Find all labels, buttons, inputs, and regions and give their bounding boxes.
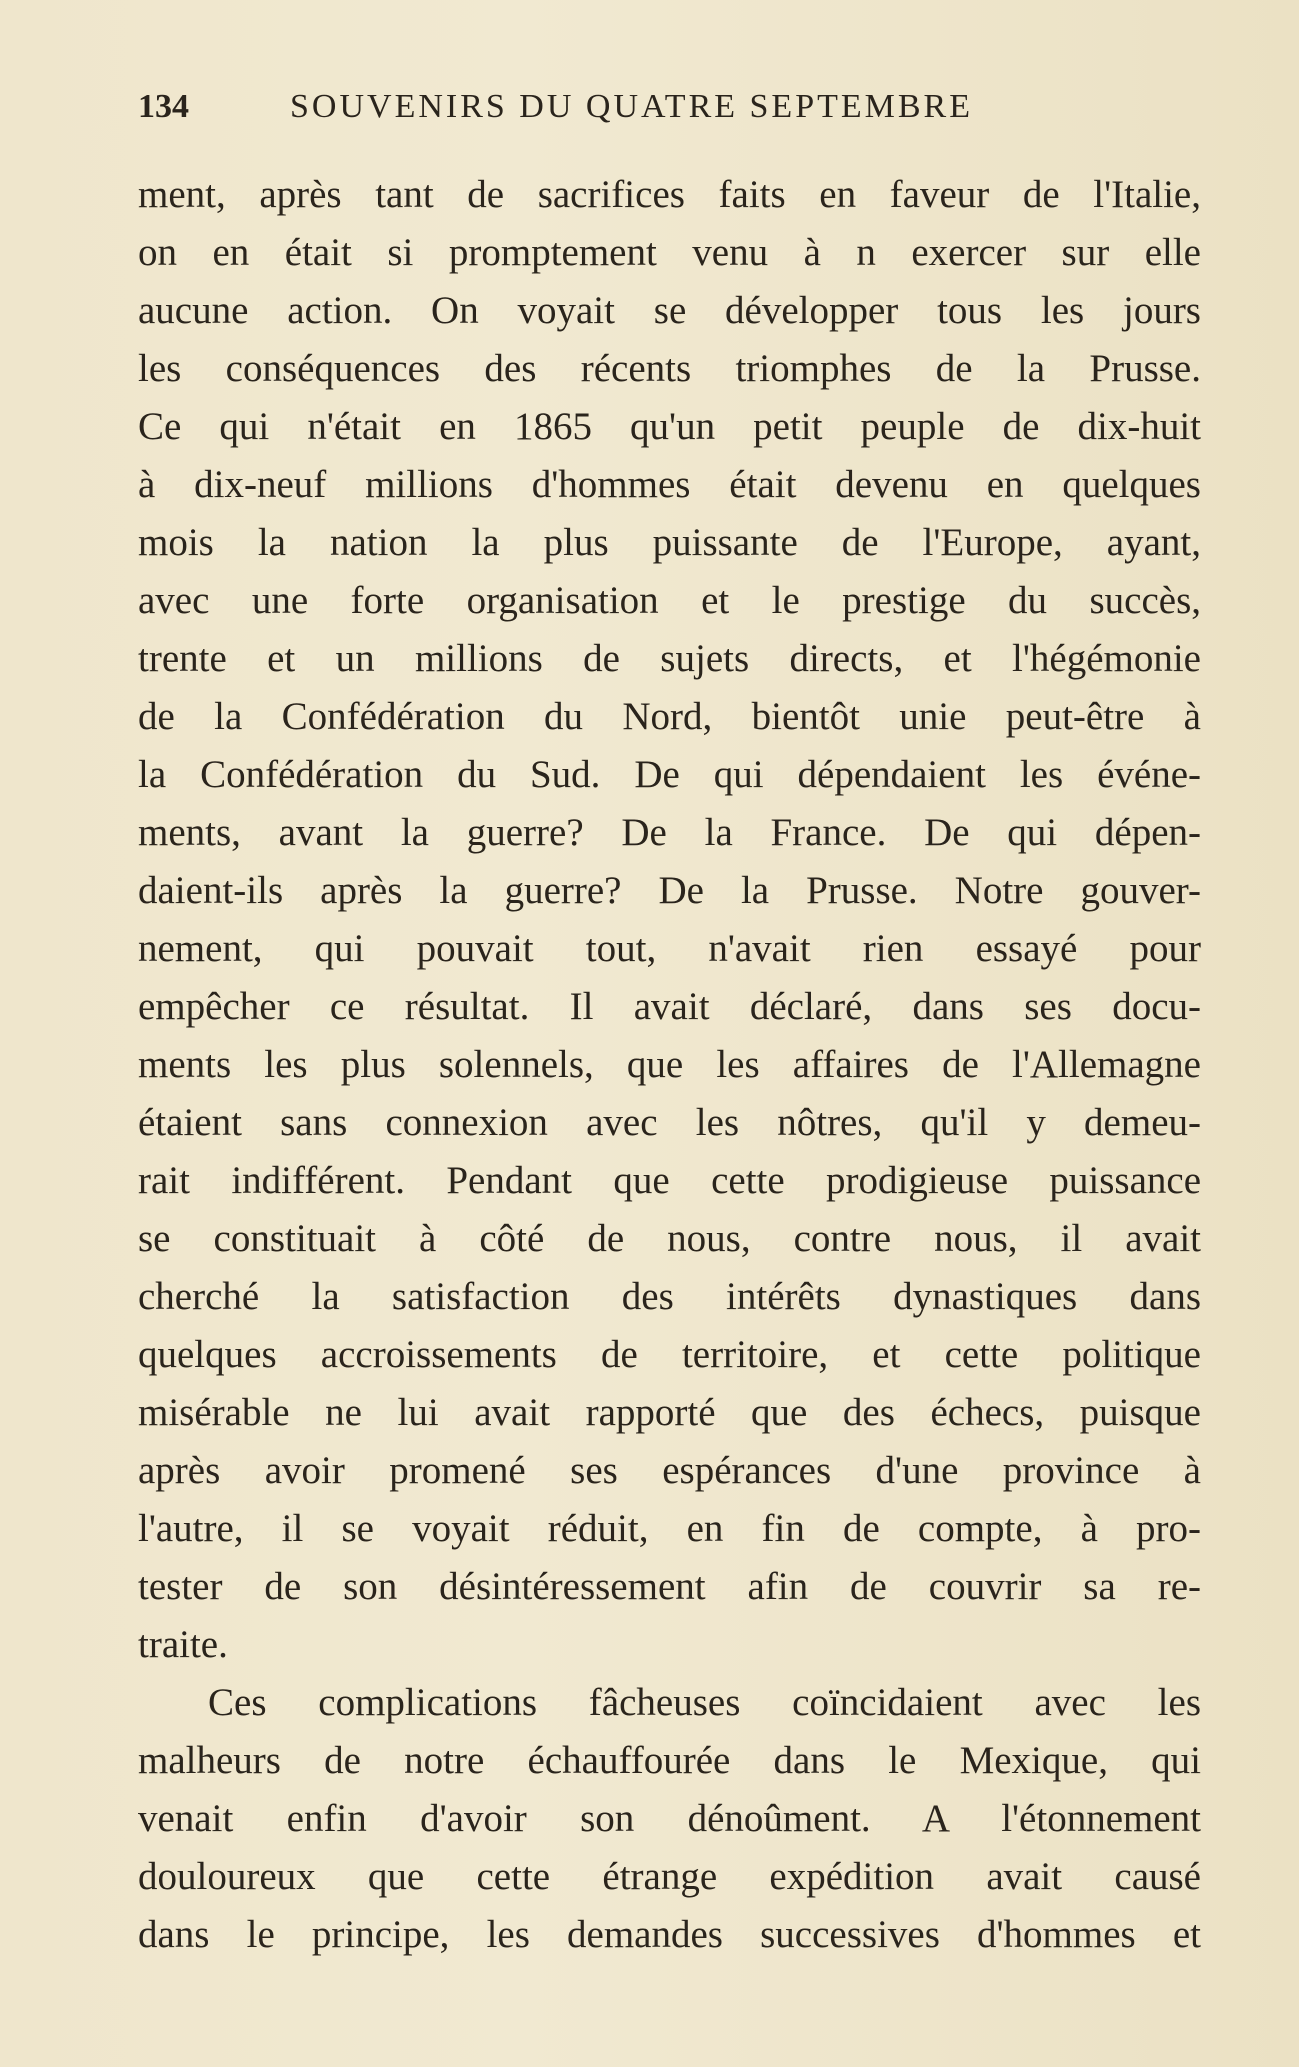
- text-line: rait indifférent. Pendant que cette prodigieuse puissance: [138, 1159, 1201, 1202]
- text-line: cherché la satisfaction des intérêts dynastiques dans: [138, 1275, 1201, 1318]
- running-title: SOUVENIRS DU QUATRE SEPTEMBRE: [290, 88, 973, 125]
- text-line: venait enfin d'avoir son dénoûment. A l'étonnement: [138, 1797, 1201, 1840]
- text-line: se constituait à côté de nous, contre nous, il avait: [138, 1217, 1201, 1260]
- text-line: l'autre, il se voyait réduit, en fin de compte, à pro-: [138, 1507, 1201, 1550]
- text-line: ments les plus solennels, que les affaires de l'Allemagne: [138, 1043, 1201, 1086]
- text-line: empêcher ce résultat. Il avait déclaré, dans ses docu-: [138, 985, 1201, 1028]
- text-line: après avoir promené ses espérances d'une province à: [138, 1449, 1201, 1492]
- text-line: daient-ils après la guerre? De la Prusse. Notre gouver-: [138, 869, 1201, 912]
- text-line: aucune action. On voyait se développer tous les jours: [138, 289, 1201, 332]
- text-line: misérable ne lui avait rapporté que des échecs, puisque: [138, 1391, 1201, 1434]
- text-line: on en était si promptement venu à n exercer sur elle: [138, 231, 1201, 274]
- text-line: à dix-neuf millions d'hommes était devenu en quelques: [138, 463, 1201, 506]
- text-line: avec une forte organisation et le prestige du succès,: [138, 579, 1201, 622]
- page-number: 134: [138, 88, 189, 125]
- text-line: tester de son désintéressement afin de couvrir sa re-: [138, 1565, 1201, 1608]
- text-line: étaient sans connexion avec les nôtres, qu'il y demeu-: [138, 1101, 1201, 1144]
- text-line: dans le principe, les demandes successives d'hommes et: [138, 1913, 1201, 1956]
- text-line: les conséquences des récents triomphes de la Prusse.: [138, 347, 1201, 390]
- text-line: Ce qui n'était en 1865 qu'un petit peuple de dix-huit: [138, 405, 1201, 448]
- text-line: trente et un millions de sujets directs, et l'hégémonie: [138, 637, 1201, 680]
- body-text: [138, 166, 1201, 1964]
- paragraph-end-line: traite.: [138, 1623, 228, 1666]
- running-head: [138, 88, 1201, 128]
- text-line: douloureux que cette étrange expédition avait causé: [138, 1855, 1201, 1898]
- text-line: la Confédération du Sud. De qui dépendaient les événe-: [138, 753, 1201, 796]
- text-line: ment, après tant de sacrifices faits en faveur de l'Italie,: [138, 173, 1201, 216]
- text-line: mois la nation la plus puissante de l'Europe, ayant,: [138, 521, 1201, 564]
- text-line: nement, qui pouvait tout, n'avait rien essayé pour: [138, 927, 1201, 970]
- paragraph-first-line: Ces complications fâcheuses coïncidaient avec les: [208, 1681, 1201, 1724]
- text-line: de la Confédération du Nord, bientôt unie peut-être à: [138, 695, 1201, 738]
- text-line: ments, avant la guerre? De la France. De qui dépen-: [138, 811, 1201, 854]
- text-line: malheurs de notre échauffourée dans le Mexique, qui: [138, 1739, 1201, 1782]
- text-line: quelques accroissements de territoire, et cette politique: [138, 1333, 1201, 1376]
